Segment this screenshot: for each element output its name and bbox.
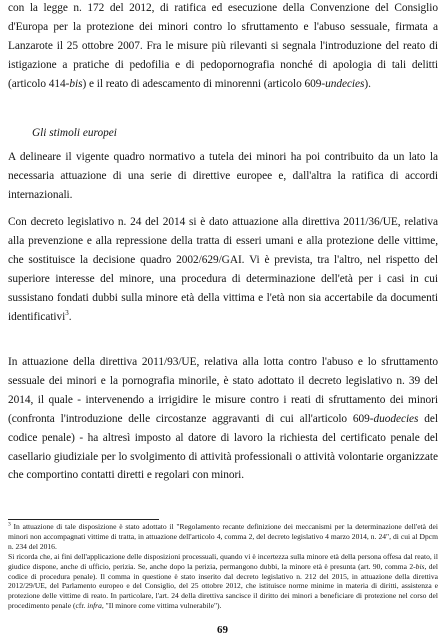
intro-text-end: ). — [364, 77, 371, 90]
paragraph-3-end: del codice penale) - ha altresì imposto al datore di lavoro la richiesta del certificato penale del casellario giudiziale per lo svolgimento di attività professionali o attività volontarie organizzate che comportino contatti diretti e regolari con minori. — [8, 412, 438, 482]
footnote-paragraph-2 — [8, 552, 438, 611]
footnote-reference[interactable]: 3 — [65, 308, 69, 317]
page-number: 69 — [217, 624, 228, 636]
intro-italic-bis: bis — [69, 77, 83, 90]
footnote-italic-bis: bis — [415, 561, 425, 571]
footnote-paragraph-1 — [8, 522, 438, 552]
footnote-mark: 3 — [8, 521, 11, 528]
paragraph-1: A delineare il vigente quadro normativo a tutela dei minori ha poi contribuito da un lato la necessaria attuazione di una serie di direttive europee e, dall'altra la ratifica di accordi internazionali. — [8, 151, 438, 201]
footnote-text-2: Si ricorda che, ai fini dell'applicazione delle disposizioni processuali, quando vi è incertezza sulla minore età della persona offesa dal reato, il giudice dispone, anche di ufficio, perizia. Se, anche dopo la perizia, permangono dubbi, la minore età è presunta (art. 90, comma 2- — [8, 551, 438, 571]
paragraph-2-text: Con decreto legislativo n. 24 del 2014 si è dato attuazione alla direttiva 2011/36/UE, relativa alla prevenzione e alla repressione della tratta di esseri umani e alla protezione delle vittime, che sostituisce la decisione quadro 2002/629/GAI. Vi è prevista, tra l'altro, nel rispetto del superiore interesse del minore, una procedura di determinazione dell'età per i casi in cui sussistano fondati dubbi sulla minore età della vittima e l'età non sia accertabile da documenti identificativi — [8, 216, 438, 323]
footnote-text-2-end: , "Il minore come vittima vulnerabile"). — [101, 601, 222, 611]
paragraph-2 — [8, 213, 438, 326]
footnote-text-1: In attuazione di tale disposizione è stato adottato il "Regolamento recante definizione dei meccanismi per la determinazione dell'età dei minori non accompagnati vittime di tratta, in attuazione dell'articolo 4, comma 2, del decreto legislativo 4 marzo 2014, n. 24", di cui al Dpcm n. 234 del 2016. — [8, 522, 438, 551]
paragraph-3-italic-duodecies: duodecies — [373, 412, 419, 425]
intro-paragraph — [8, 0, 438, 94]
footnote-3 — [8, 522, 438, 611]
intro-text-mid: ) e il reato di adescamento di minorenni (articolo 609- — [82, 77, 326, 90]
paragraph-3-text: In attuazione della direttiva 2011/93/UE, relativa alla lotta contro l'abuso e lo sfruttamento sessuale dei minori e la pornografia minorile, è stato adottato il decreto legislativo n. 39 del 2014, il quale - intervenendo a irrigidire le misure contro i reati di sfruttamento dei minori (confronta l'introduzione delle circostanze aggravanti di cui all'articolo 609- — [8, 356, 438, 425]
paragraph-2-end: . — [68, 310, 72, 323]
footnote-separator — [8, 519, 159, 520]
paragraph-3 — [8, 353, 438, 485]
footnote-italic-infra: infra — [87, 601, 102, 611]
section-heading: Gli stimoli europei — [32, 127, 117, 139]
footnote-text-2-mid: , del codice di procedura penale). Il comma in questione è stato inserito dal decreto legislativo n. 212 del 2015, in attuazione della direttiva 2012/29/UE, del Parlamento europeo e del Consiglio, del 25 ottobre 2012, che istituisce norme minime in materia di diritti, assistenza e protezione delle vittime di reato. In particolare, l'art. 24 della direttiva sancisce il diritto dei minori a beneficiare di protezione nel corso del procedimento penale (cfr. — [8, 561, 439, 611]
intro-text: con la legge n. 172 del 2012, di ratifica ed esecuzione della Convenzione del Consiglio d'Europa per la protezione dei minori contro lo sfruttamento e l'abuso sessuale, firmata a Lanzarote il 25 ottobre 2007. Fra le misure più rilevanti si segnala l'introduzione del reato di istigazione a pratiche di pedofilia e di pedopornografia nonché di apologia di tali delitti (articolo 414- — [8, 2, 438, 90]
intro-italic-undecies: undecies — [325, 77, 365, 90]
